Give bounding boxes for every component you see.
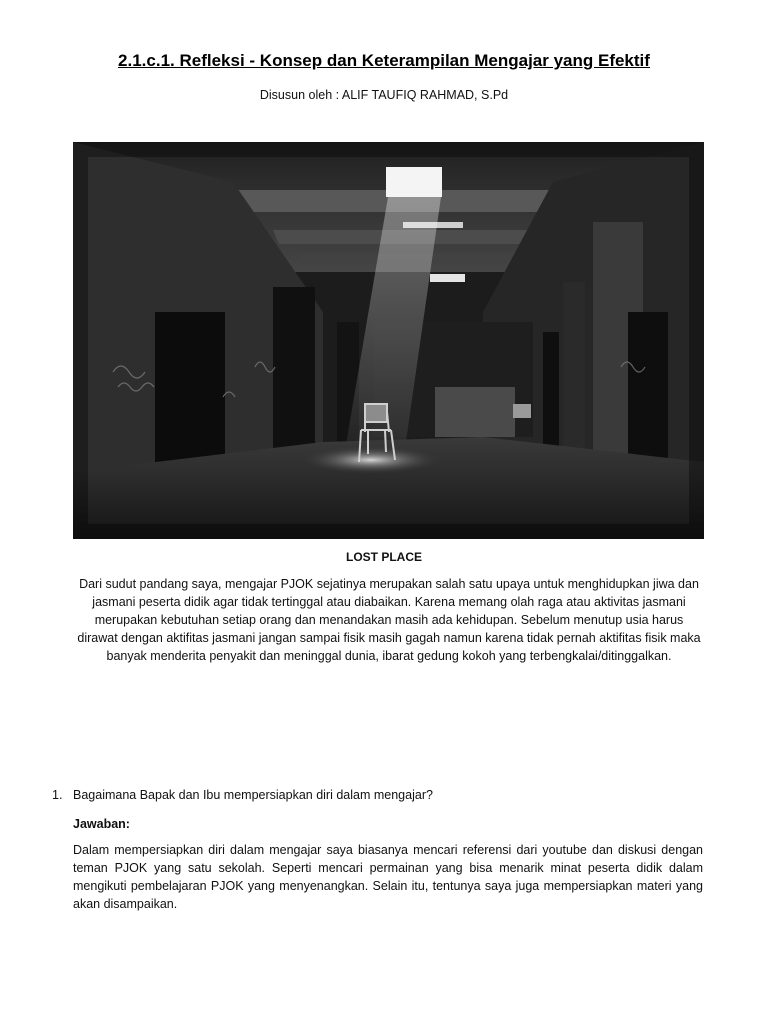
question-number: 1. [52, 788, 63, 802]
abandoned-building-photo [73, 142, 704, 539]
answer-label: Jawaban: [73, 817, 130, 831]
image-caption: LOST PLACE [345, 550, 422, 564]
question-text: Bagaimana Bapak dan Ibu mempersiapkan diri dalam mengajar? [73, 788, 433, 802]
question-item [52, 788, 712, 802]
document-title: 2.1.c.1. Refleksi - Konsep dan Keterampilan Mengajar yang Efektif [118, 51, 650, 70]
answer-text: Dalam mempersiapkan diri dalam mengajar saya biasanya mencari referensi dari youtube dan diskusi dengan teman PJOK yang satu sekolah. Seperti mencari permainan yang bisa menarik minat peserta didik dalam mengikuti pembelajaran PJOK yang menyenangkan. Selain itu, tentunya saya juga mempersiapkan materi yang akan disampaikan. [73, 843, 703, 911]
intro-paragraph: Dari sudut pandang saya, mengajar PJOK sejatinya merupakan salah satu upaya untuk menghidupkan jiwa dan jasmani peserta didik agar tidak tertinggal atau diabaikan. Karena memang olah raga atau aktivitas jasmani merupakan kebutuhan setiap orang dan menandakan masih ada kehidupan. Sebelum menutup usia harus dirawat dengan aktifitas jasmani jangan sampai fisik masih gagah namun karena tidak pernah aktifitas fisik maka banyak menderita penyakit dan meninggal dunia, ibarat gedung kokoh yang terbengkalai/ditinggalkan. [77, 577, 701, 663]
document-author: Disusun oleh : ALIF TAUFIQ RAHMAD, S.Pd [259, 88, 509, 102]
